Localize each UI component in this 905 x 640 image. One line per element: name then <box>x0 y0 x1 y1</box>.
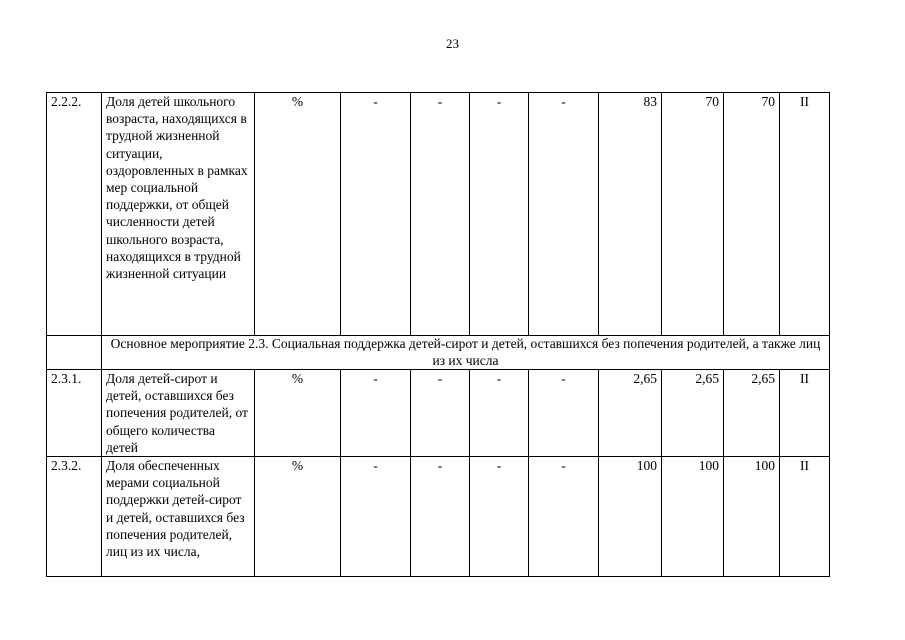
table-row <box>47 370 830 457</box>
value-cell: 100 <box>599 457 662 577</box>
value-cell: 2,65 <box>662 370 724 457</box>
value-cell: - <box>411 370 470 457</box>
stage-cell: II <box>780 457 830 577</box>
value-cell: - <box>411 457 470 577</box>
value-cell: 100 <box>662 457 724 577</box>
value-cell: - <box>341 93 411 336</box>
unit-cell: % <box>255 370 341 457</box>
value-cell: 70 <box>662 93 724 336</box>
value-cell: - <box>341 457 411 577</box>
value-cell: 70 <box>724 93 780 336</box>
indicators-table <box>46 92 830 577</box>
value-cell: 100 <box>724 457 780 577</box>
row-number: 2.3.2. <box>47 457 102 577</box>
value-cell: - <box>341 370 411 457</box>
value-cell: - <box>470 370 529 457</box>
value-cell: 2,65 <box>724 370 780 457</box>
table-subheading-row <box>47 336 830 370</box>
value-cell: - <box>411 93 470 336</box>
row-number: 2.3.1. <box>47 370 102 457</box>
indicator-name: Доля обеспеченных мерами социальной поддержки детей-сирот и детей, оставшихся без попечения родителей, лиц из их числа, <box>102 457 255 577</box>
unit-cell: % <box>255 93 341 336</box>
value-cell: - <box>529 457 599 577</box>
value-cell: - <box>470 93 529 336</box>
value-cell: - <box>529 93 599 336</box>
value-cell: 83 <box>599 93 662 336</box>
row-number: 2.2.2. <box>47 93 102 336</box>
table-row <box>47 457 830 577</box>
table-row <box>47 93 830 336</box>
indicator-name: Доля детей школьного возраста, находящихся в трудной жизненной ситуации, оздоровленных в рамках мер социальной поддержки, от общей численности детей школьного возраста, находящихся в трудной жизненной ситуации <box>102 93 255 336</box>
page-number: 23 <box>446 36 459 51</box>
subheading-text: Основное мероприятие 2.3. Социальная поддержка детей-сирот и детей, оставшихся без попечения родителей, а также лиц из их числа <box>102 336 830 370</box>
indicator-name: Доля детей-сирот и детей, оставшихся без попечения родителей, от общего количества детей <box>102 370 255 457</box>
value-cell: - <box>470 457 529 577</box>
stage-cell: II <box>780 370 830 457</box>
value-cell: - <box>529 370 599 457</box>
value-cell: 2,65 <box>599 370 662 457</box>
empty-number-cell <box>47 336 102 370</box>
unit-cell: % <box>255 457 341 577</box>
stage-cell: II <box>780 93 830 336</box>
